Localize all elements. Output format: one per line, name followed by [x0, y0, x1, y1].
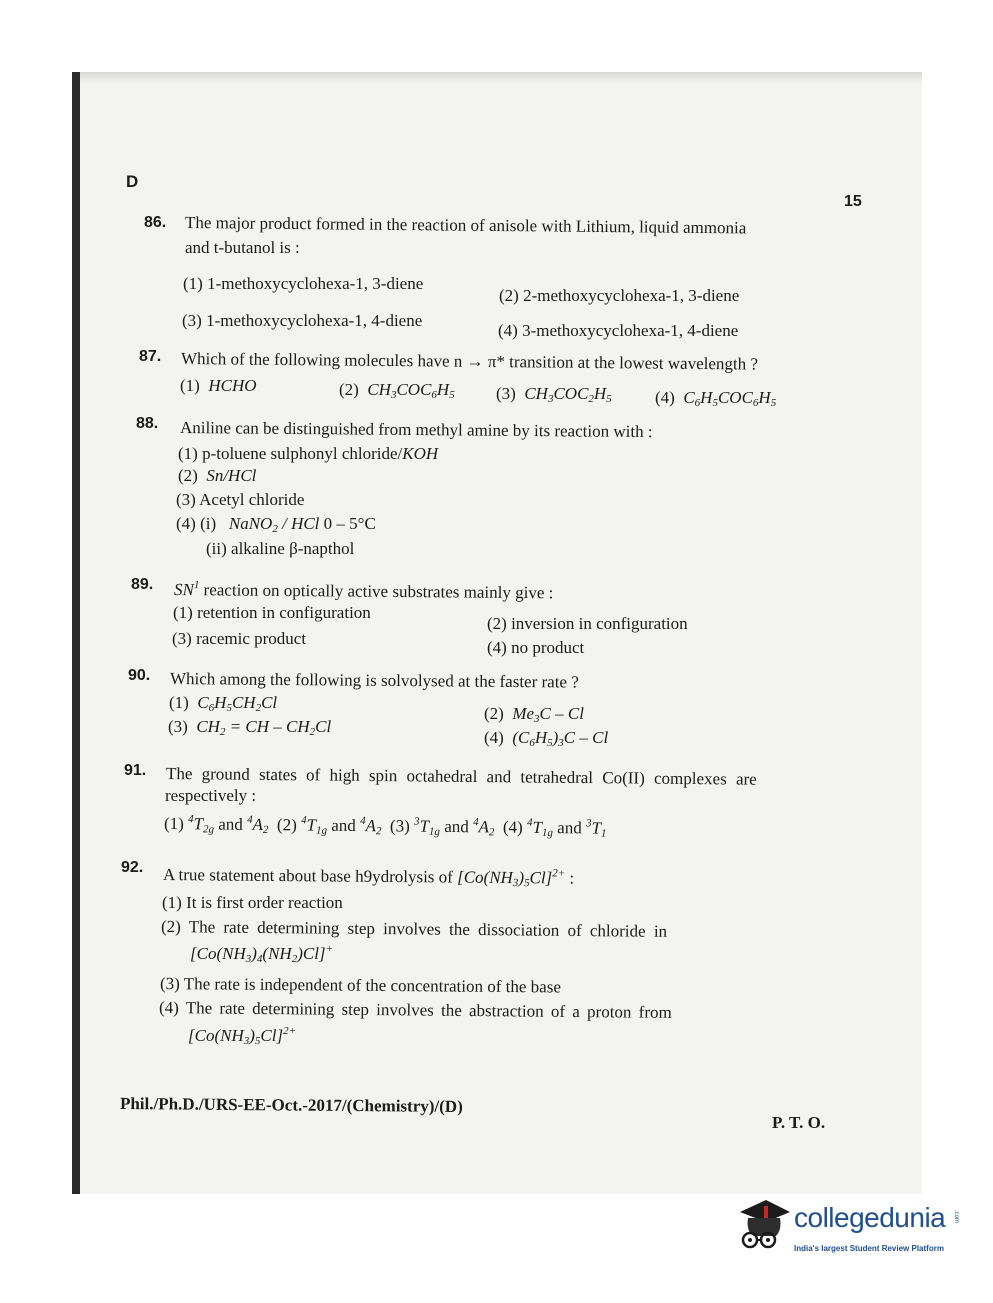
set-letter: D: [126, 172, 139, 191]
page-number: 15: [844, 193, 862, 210]
scan-shadow-left: [72, 72, 80, 1194]
option-1: [178, 444, 438, 464]
please-turn-over: P. T. O.: [772, 1113, 826, 1132]
graduate-mascot-icon: [736, 1196, 792, 1258]
question-text: [174, 579, 554, 603]
brand-suffix: .com: [953, 1210, 959, 1224]
question-text-body: A true statement about base h9ydrolysis of: [162, 865, 453, 887]
scan-shadow-top: [80, 72, 922, 84]
brand-name: collegedunia: [794, 1202, 946, 1233]
question-text: Which of the following molecules have n → π* transition at the lowest wavelength ?: [180, 349, 759, 374]
option-3: (3) 1-methoxycyclohexa-1, 4-diene: [182, 311, 423, 330]
formula: $(C_6H_5)_3C$ – Cl: [512, 728, 609, 749]
formula: $CH_2$ = CH – $CH_2Cl$: [196, 717, 332, 738]
question-text: The ground states of high spin octahedral and tetrahedral Co(II) complexes are: [165, 764, 757, 789]
question-text-body: reaction on optically active substrates mainly give :: [203, 580, 554, 603]
formula: $[Co(NH_3)_5Cl]^{2+}$: [457, 867, 566, 890]
formula: HCHO: [208, 376, 257, 395]
and-word: and: [331, 815, 356, 836]
formula: $CH_3COC_6H_5$: [367, 380, 455, 401]
option-number: (2): [484, 704, 504, 723]
brand-tagline: India's largest Student Review Platform: [794, 1244, 944, 1253]
option-number: (4): [655, 388, 675, 407]
option-4-part-ii: (ii) alkaline β-napthol: [206, 539, 355, 558]
option-4: (4) 3-methoxycyclohexa-1, 4-diene: [498, 321, 739, 340]
option-number: (1): [169, 693, 189, 712]
option-2: [178, 466, 256, 486]
formula: $SN^1$: [173, 579, 200, 600]
option-3: (3) The rate is independent of the concentration of the base: [159, 974, 561, 997]
option-number: (4) (i): [176, 514, 217, 533]
question-number: 89.: [131, 576, 154, 593]
question-number: 92.: [121, 859, 144, 876]
option-3: (3) racemic product: [172, 629, 307, 648]
option-2: (2) 2-methoxycyclohexa-1, 3-diene: [499, 286, 740, 305]
formula: $Me_3C$ – Cl: [512, 704, 584, 725]
option-number: (3): [168, 717, 188, 736]
formula: Sn/HCl: [206, 466, 257, 485]
formula: $C_6H_5CH_2Cl$: [197, 693, 278, 714]
option-number: (2): [339, 380, 359, 399]
option-1: (1) It is first order reaction: [162, 893, 343, 912]
question-number: 88.: [136, 415, 159, 432]
question-number: 86.: [144, 214, 167, 231]
option-2: (2) inversion in configuration: [487, 614, 688, 633]
paper-code: Phil./Ph.D./URS-EE-Oct.-2017/(Chemistry)/(D): [119, 1094, 463, 1116]
option-4: [484, 728, 608, 749]
question-text-cont: and t-butanol is :: [185, 238, 300, 257]
option-text: (1) p-toluene sulphonyl chloride/: [178, 444, 403, 463]
question-number: 91.: [124, 762, 147, 779]
formula: NaNO$_2$ / HCl: [228, 514, 320, 535]
collegedunia-logo: [736, 1196, 966, 1266]
option-number: (3): [496, 384, 516, 403]
question-text-cont: respectively :: [165, 786, 257, 805]
formula: $C_6H_5COC_6H_5$: [683, 388, 777, 409]
question-text: Which among the following is solvolysed at the faster rate ?: [169, 669, 579, 692]
option-3: (3) Acetyl chloride: [176, 490, 305, 509]
option-number: (1): [180, 376, 200, 395]
option-1: [180, 376, 257, 396]
option-4: (4) The rate determining step involves the abstraction of a proton from: [158, 998, 672, 1022]
and-word: and: [557, 818, 582, 838]
option-3: [168, 717, 331, 738]
question-text: A true statement about base h9ydrolysis of $[Co(NH_3)_5Cl]^{2+}$ :: [162, 865, 575, 890]
option-2: [339, 380, 455, 401]
formula: KOH: [402, 444, 439, 463]
option-4: [655, 388, 776, 409]
option-2: [484, 704, 584, 725]
question-number: 87.: [139, 348, 162, 365]
option-number: (4): [484, 728, 504, 747]
and-word: and: [444, 816, 469, 837]
option-1: [169, 693, 277, 714]
option-2-formula: $[Co(NH_3)_4(NH_2)Cl]^+$: [190, 943, 333, 965]
question-number: 90.: [128, 667, 151, 684]
formula: $CH_3COC_2H_5$: [524, 384, 612, 405]
option-3: [496, 384, 612, 405]
and-word: and: [218, 814, 243, 834]
option-number: (2): [178, 466, 198, 485]
options-row: (1) $^4T_{2g}$ and $^4A_2$ (2) $^4T_{1g}$ and $^4A_2$ (3) $^3T_{1g}$ and $^4A_2$ (4) $^4T_{1g}$ and $^3T_1$: [163, 813, 607, 840]
question-text: Aniline can be distinguished from methyl amine by its reaction with :: [179, 418, 653, 442]
option-2: (2) The rate determining step involves the dissociation of chloride in: [160, 917, 668, 941]
option-4-formula: $[Co(NH_3)_5Cl]^{2+}$: [188, 1025, 297, 1047]
option-1: (1) 1-methoxycyclohexa-1, 3-diene: [183, 274, 424, 293]
question-text: The major product formed in the reaction of anisole with Lithium, liquid ammonia: [184, 213, 747, 238]
option-4: (4) (i) NaNO$_2$ / HCl 0 – 5°C: [176, 514, 376, 535]
option-4: (4) no product: [487, 638, 585, 657]
option-1: (1) retention in configuration: [173, 603, 371, 622]
